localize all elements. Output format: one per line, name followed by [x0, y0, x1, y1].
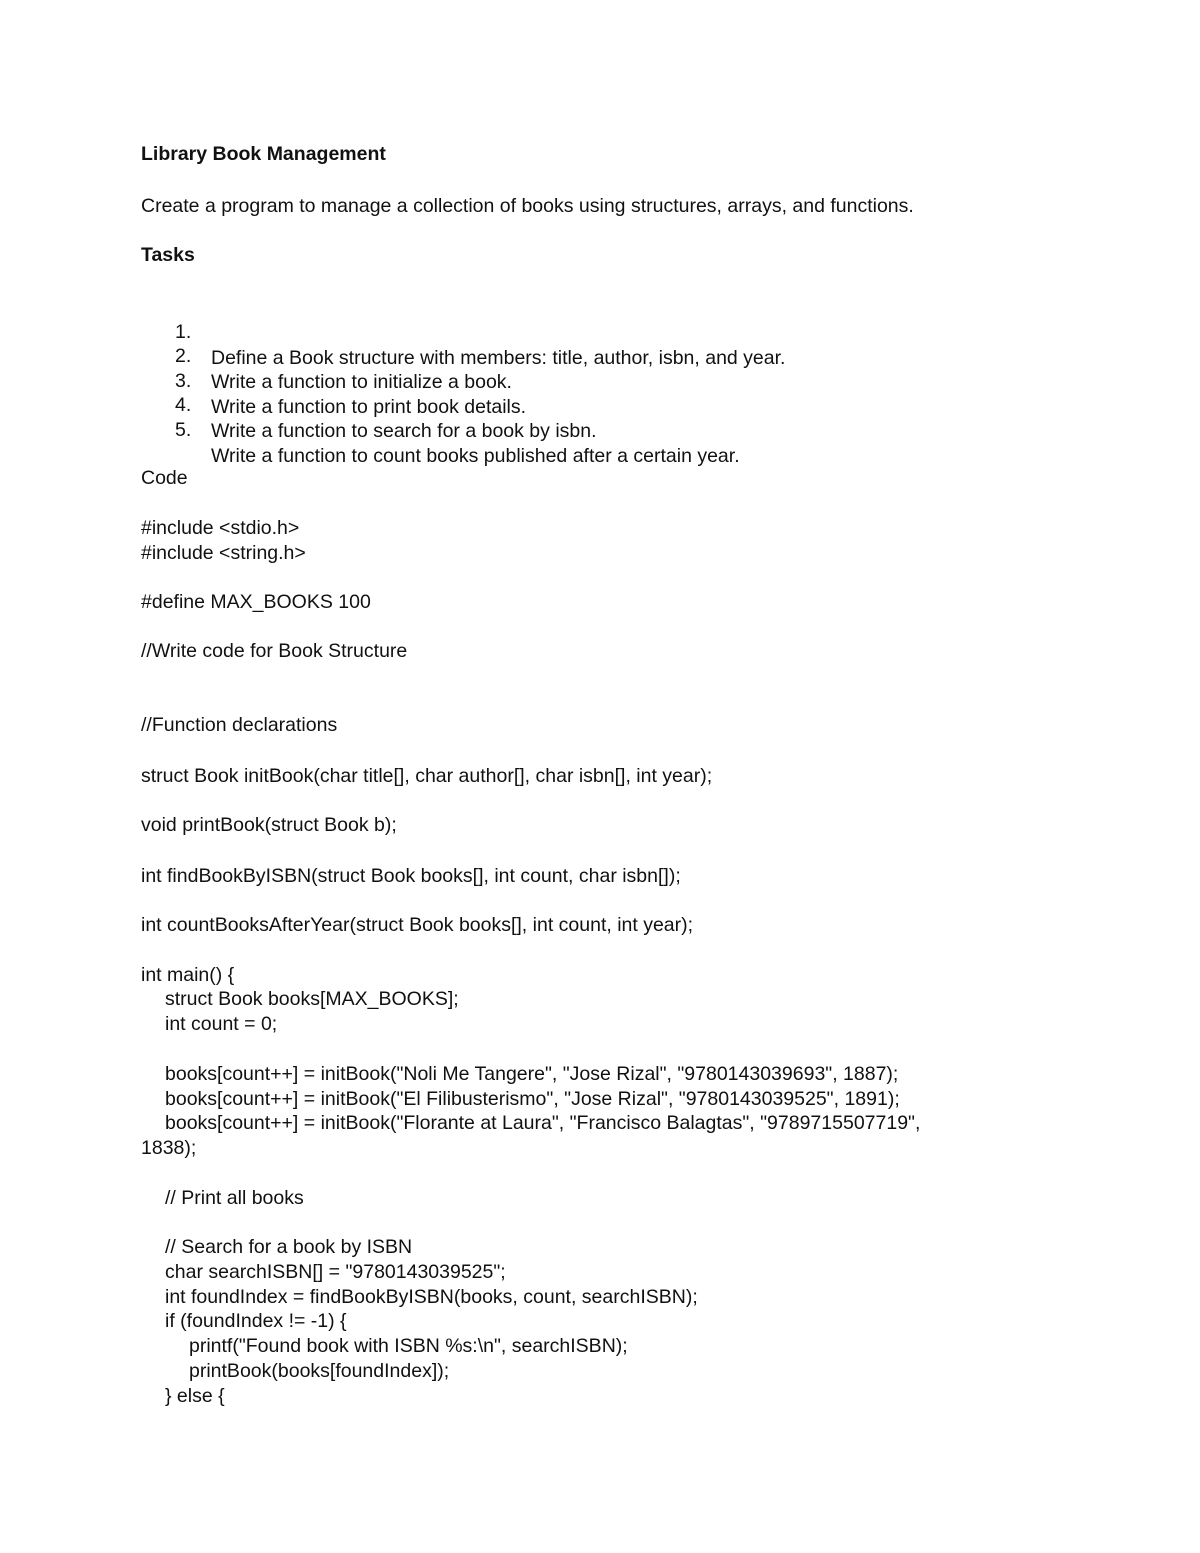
- code-line: // Search for a book by ISBN: [165, 1236, 413, 1258]
- code-line: books[count++] = initBook("Florante at Laura", "Francisco Balagtas", "9789715507719",: [165, 1112, 921, 1134]
- document-title: Library Book Management: [141, 143, 386, 165]
- code-line: struct Book books[MAX_BOOKS];: [165, 988, 459, 1010]
- list-item-number: 2.: [175, 345, 192, 367]
- list-item-number: 3.: [175, 370, 192, 392]
- code-line: // Print all books: [165, 1187, 304, 1209]
- code-line: books[count++] = initBook("El Filibusterismo", "Jose Rizal", "9780143039525", 1891);: [165, 1088, 900, 1110]
- code-line: void printBook(struct Book b);: [141, 814, 397, 836]
- code-line: int findBookByISBN(struct Book books[], int count, char isbn[]);: [141, 865, 681, 887]
- list-item-text: Write a function to search for a book by isbn.: [211, 420, 597, 442]
- code-line: 1838);: [141, 1137, 197, 1159]
- code-line: printf("Found book with ISBN %s:\n", searchISBN);: [189, 1335, 628, 1357]
- code-line: int foundIndex = findBookByISBN(books, count, searchISBN);: [165, 1286, 698, 1308]
- code-line: printBook(books[foundIndex]);: [189, 1360, 450, 1382]
- code-heading: Code: [141, 467, 188, 489]
- code-line: if (foundIndex != -1) {: [165, 1310, 347, 1332]
- code-line: int countBooksAfterYear(struct Book books[], int count, int year);: [141, 914, 694, 936]
- list-item-text: Define a Book structure with members: title, author, isbn, and year.: [211, 347, 786, 369]
- list-item-number: 1.: [175, 321, 192, 343]
- list-item-text: Write a function to print book details.: [211, 396, 527, 418]
- code-line: #include <string.h>: [141, 542, 306, 564]
- code-line: int count = 0;: [165, 1013, 278, 1035]
- tasks-heading: Tasks: [141, 244, 195, 266]
- code-line: struct Book initBook(char title[], char author[], char isbn[], int year);: [141, 765, 713, 787]
- list-item-text: Write a function to count books published after a certain year.: [211, 445, 740, 467]
- list-item-text: Write a function to initialize a book.: [211, 371, 512, 393]
- code-line: books[count++] = initBook("Noli Me Tangere", "Jose Rizal", "9780143039693", 1887);: [165, 1063, 899, 1085]
- code-line: } else {: [165, 1385, 225, 1407]
- code-line: #define MAX_BOOKS 100: [141, 591, 371, 613]
- code-line: //Write code for Book Structure: [141, 640, 408, 662]
- intro-paragraph: Create a program to manage a collection of books using structures, arrays, and functions.: [141, 195, 914, 217]
- code-line: #include <stdio.h>: [141, 517, 300, 539]
- code-line: int main() {: [141, 964, 235, 986]
- list-item-number: 5.: [175, 419, 192, 441]
- list-item-number: 4.: [175, 394, 192, 416]
- code-line: char searchISBN[] = "9780143039525";: [165, 1261, 506, 1283]
- code-line: //Function declarations: [141, 714, 338, 736]
